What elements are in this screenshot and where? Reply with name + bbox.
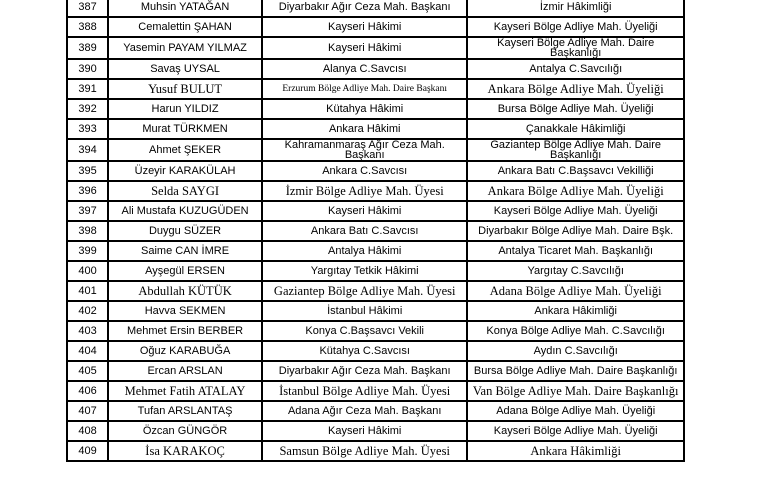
person-name-cell: Harun YILDIZ (108, 99, 262, 119)
row-number-cell: 396 (67, 181, 108, 201)
current-position-cell: Ankara Batı C.Savcısı (262, 221, 467, 241)
person-name-cell: Savaş UYSAL (108, 59, 262, 79)
person-name-cell: Cemalettin ŞAHAN (108, 17, 262, 37)
current-position-cell: İzmir Bölge Adliye Mah. Üyesi (262, 181, 467, 201)
current-position-cell: Ankara Hâkimi (262, 119, 467, 139)
table-row (67, 59, 684, 79)
row-number-cell: 405 (67, 361, 108, 381)
person-name-cell: Ahmet ŞEKER (108, 139, 262, 161)
person-name-cell: Üzeyir KARAKÜLAH (108, 161, 262, 181)
row-number-cell: 407 (67, 401, 108, 421)
current-position-cell: Diyarbakır Ağır Ceza Mah. Başkanı (262, 361, 467, 381)
current-position-cell: Samsun Bölge Adliye Mah. Üyesi (262, 441, 467, 461)
new-position-cell: Bursa Bölge Adliye Mah. Daire Başkanlığı (467, 361, 684, 381)
new-position-cell: Gaziantep Bölge Adliye Mah. Daire Başkanlığı (467, 139, 684, 161)
new-position-cell: Ankara Bölge Adliye Mah. Üyeliği (467, 181, 684, 201)
row-number-cell: 395 (67, 161, 108, 181)
current-position-cell: Adana Ağır Ceza Mah. Başkanı (262, 401, 467, 421)
table-row (67, 161, 684, 181)
person-name-cell: Havva SEKMEN (108, 301, 262, 321)
current-position-cell: Antalya Hâkimi (262, 241, 467, 261)
new-position-cell: Kayseri Bölge Adliye Mah. Üyeliği (467, 201, 684, 221)
current-position-cell: Kahramanmaraş Ağır Ceza Mah. Başkanı (262, 139, 467, 161)
person-name-cell: Ayşegül ERSEN (108, 261, 262, 281)
table-row (67, 37, 684, 59)
table-row (67, 261, 684, 281)
table-row (67, 0, 684, 17)
table-row (67, 341, 684, 361)
table-row (67, 381, 684, 401)
new-position-cell: Bursa Bölge Adliye Mah. Üyeliği (467, 99, 684, 119)
table-row (67, 201, 684, 221)
row-number-cell: 397 (67, 201, 108, 221)
table-body (67, 0, 684, 461)
new-position-cell: Ankara Bölge Adliye Mah. Üyeliği (467, 79, 684, 99)
new-position-cell: Antalya Ticaret Mah. Başkanlığı (467, 241, 684, 261)
new-position-cell: İzmir Hâkimliği (467, 0, 684, 17)
new-position-cell: Adana Bölge Adliye Mah. Üyeliği (467, 401, 684, 421)
person-name-cell: Abdullah KÜTÜK (108, 281, 262, 301)
table-row (67, 281, 684, 301)
current-position-cell: Ankara C.Savcısı (262, 161, 467, 181)
table-row (67, 119, 684, 139)
person-name-cell: Mehmet Ersin BERBER (108, 321, 262, 341)
table-row (67, 421, 684, 441)
new-position-cell: Kayseri Bölge Adliye Mah. Daire Başkanlığı (467, 37, 684, 59)
row-number-cell: 393 (67, 119, 108, 139)
row-number-cell: 406 (67, 381, 108, 401)
person-name-cell: Yasemin PAYAM YILMAZ (108, 37, 262, 59)
row-number-cell: 409 (67, 441, 108, 461)
row-number-cell: 390 (67, 59, 108, 79)
new-position-cell: Van Bölge Adliye Mah. Daire Başkanlığı (467, 381, 684, 401)
person-name-cell: Ali Mustafa KUZUGÜDEN (108, 201, 262, 221)
current-position-cell: Kayseri Hâkimi (262, 37, 467, 59)
row-number-cell: 404 (67, 341, 108, 361)
new-position-cell: Antalya C.Savcılığı (467, 59, 684, 79)
table-row (67, 361, 684, 381)
new-position-cell: Yargıtay C.Savcılığı (467, 261, 684, 281)
current-position-cell: Diyarbakır Ağır Ceza Mah. Başkanı (262, 0, 467, 17)
row-number-cell: 394 (67, 139, 108, 161)
person-name-cell: Özcan GÜNGÖR (108, 421, 262, 441)
table-row (67, 321, 684, 341)
current-position-cell: Kayseri Hâkimi (262, 201, 467, 221)
current-position-cell: Kayseri Hâkimi (262, 17, 467, 37)
row-number-cell: 389 (67, 37, 108, 59)
row-number-cell: 399 (67, 241, 108, 261)
appointments-table (66, 0, 685, 462)
new-position-cell: Diyarbakır Bölge Adliye Mah. Daire Bşk. (467, 221, 684, 241)
row-number-cell: 398 (67, 221, 108, 241)
current-position-cell: Gaziantep Bölge Adliye Mah. Üyesi (262, 281, 467, 301)
table-row (67, 441, 684, 461)
table-row (67, 221, 684, 241)
table-row (67, 301, 684, 321)
row-number-cell: 388 (67, 17, 108, 37)
current-position-cell: Konya C.Başsavcı Vekili (262, 321, 467, 341)
current-position-cell: Erzurum Bölge Adliye Mah. Daire Başkanı (262, 79, 467, 99)
person-name-cell: Yusuf BULUT (108, 79, 262, 99)
person-name-cell: Ercan ARSLAN (108, 361, 262, 381)
new-position-cell: Aydın C.Savcılığı (467, 341, 684, 361)
new-position-cell: Kayseri Bölge Adliye Mah. Üyeliği (467, 17, 684, 37)
current-position-cell: Kütahya Hâkimi (262, 99, 467, 119)
current-position-cell: Kayseri Hâkimi (262, 421, 467, 441)
row-number-cell: 392 (67, 99, 108, 119)
new-position-cell: Çanakkale Hâkimliği (467, 119, 684, 139)
new-position-cell: Adana Bölge Adliye Mah. Üyeliği (467, 281, 684, 301)
person-name-cell: İsa KARAKOÇ (108, 441, 262, 461)
table-row (67, 181, 684, 201)
person-name-cell: Mehmet Fatih ATALAY (108, 381, 262, 401)
current-position-cell: İstanbul Hâkimi (262, 301, 467, 321)
new-position-cell: Konya Bölge Adliye Mah. C.Savcılığı (467, 321, 684, 341)
new-position-cell: Ankara Hâkimliği (467, 301, 684, 321)
row-number-cell: 403 (67, 321, 108, 341)
new-position-cell: Kayseri Bölge Adliye Mah. Üyeliği (467, 421, 684, 441)
current-position-cell: İstanbul Bölge Adliye Mah. Üyesi (262, 381, 467, 401)
table-row (67, 17, 684, 37)
row-number-cell: 402 (67, 301, 108, 321)
table-row (67, 241, 684, 261)
table-row (67, 99, 684, 119)
row-number-cell: 387 (67, 0, 108, 17)
row-number-cell: 391 (67, 79, 108, 99)
table-row (67, 139, 684, 161)
table-row (67, 401, 684, 421)
person-name-cell: Saime CAN İMRE (108, 241, 262, 261)
row-number-cell: 408 (67, 421, 108, 441)
person-name-cell: Oğuz KARABUĞA (108, 341, 262, 361)
new-position-cell: Ankara Hâkimliği (467, 441, 684, 461)
current-position-cell: Kütahya C.Savcısı (262, 341, 467, 361)
person-name-cell: Muhsin YATAĞAN (108, 0, 262, 17)
new-position-cell: Ankara Batı C.Başsavcı Vekilliği (467, 161, 684, 181)
person-name-cell: Murat TÜRKMEN (108, 119, 262, 139)
current-position-cell: Yargıtay Tetkik Hâkimi (262, 261, 467, 281)
current-position-cell: Alanya C.Savcısı (262, 59, 467, 79)
row-number-cell: 401 (67, 281, 108, 301)
person-name-cell: Duygu SÜZER (108, 221, 262, 241)
person-name-cell: Selda SAYGI (108, 181, 262, 201)
person-name-cell: Tufan ARSLANTAŞ (108, 401, 262, 421)
row-number-cell: 400 (67, 261, 108, 281)
table-row (67, 79, 684, 99)
